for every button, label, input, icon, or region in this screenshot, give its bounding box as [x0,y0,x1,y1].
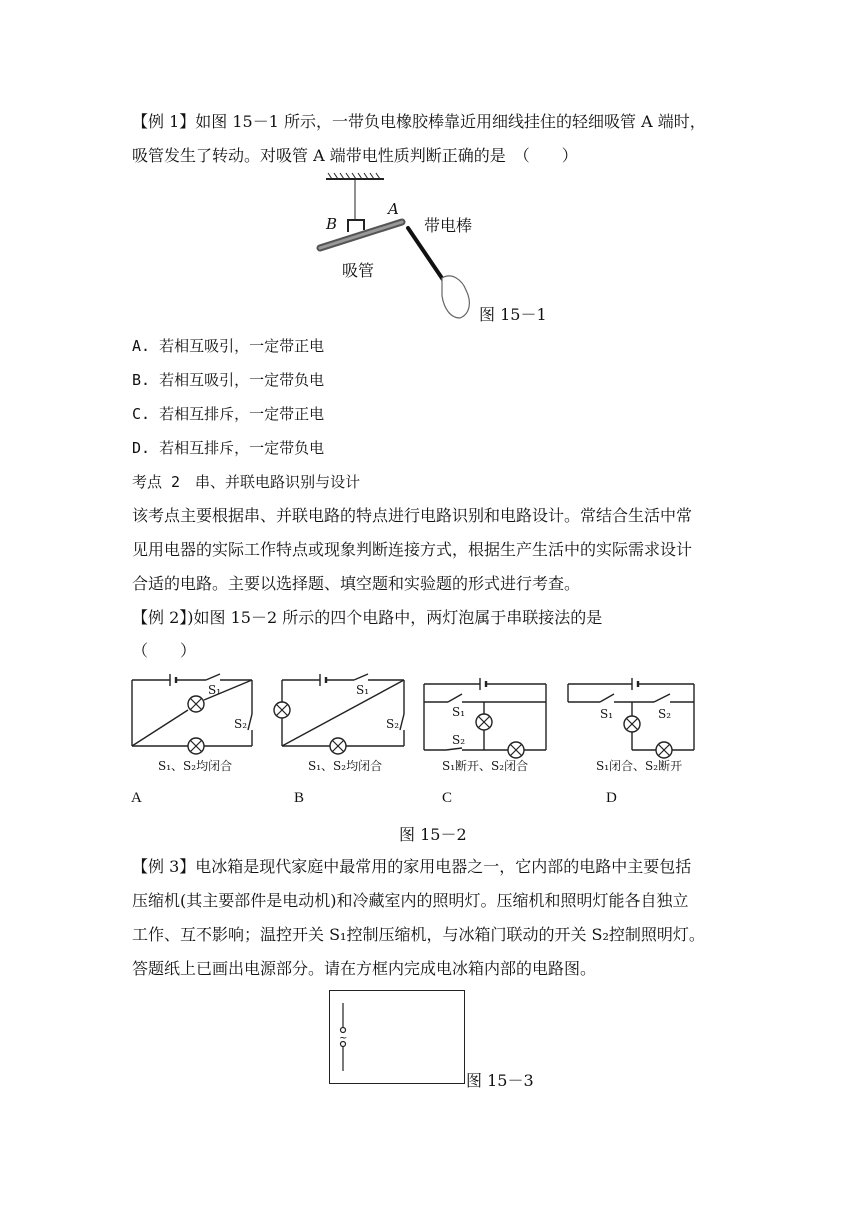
option-d: D. 若相互排斥，一定带负电 [132,439,325,457]
option-a: A. 若相互吸引，一定带正电 [132,337,325,355]
circuit-c-s2: S₂ [452,733,466,747]
ex3-line3: 工作、互不影响；温控开关 S₁控制压缩机，与冰箱门联动的开关 S₂控制照明灯。 [132,925,705,944]
circuit-d-s1: S₁ [600,707,614,721]
circuit-d [568,678,694,750]
ex2-line2: （ ） [132,641,197,660]
circuit-d-note: S₁闭合、S₂断开 [596,759,683,773]
circuit-c-note: S₁断开、S₂闭合 [442,759,529,773]
circuit-a-s2: S₂ [234,717,248,731]
section-para-2: 见用电器的实际工作特点或现象判断连接方式，根据生产生活中的实际需求设计 [132,540,693,559]
ex2-line1: 【例 2】)如图 15－2 所示的四个电路中，两灯泡属于串联接法的是 [132,608,603,627]
circuit-b-s1: S₁ [356,683,370,697]
ex3-line4: 答题纸上已画出电源部分。请在方框内完成电冰箱内部的电路图。 [132,959,597,978]
ac-symbol: ~ [339,1033,348,1044]
figure-15-1-caption: 图 15－1 [479,305,547,324]
section-title: 考点 2 串、并联电路识别与设计 [132,473,361,491]
circuit-a-note: S₁、S₂均闭合 [158,759,233,773]
circuit-letter-a: A [131,790,142,806]
circuit-letter-d: D [606,790,617,806]
circuit-letter-b: B [294,790,305,806]
four-circuits [124,666,724,778]
circuit-b [282,674,404,746]
figure-15-2-caption: 图 15－2 [399,825,467,844]
figure-15-1 [310,170,540,320]
figure-15-3-caption: 图 15－3 [466,1071,534,1090]
option-b: B. 若相互吸引，一定带负电 [132,371,325,389]
straw-rod-illustration [310,170,540,320]
label-straw: 吸管 [342,261,375,280]
label-b: B [326,215,338,233]
label-rod: 带电棒 [424,216,473,235]
circuit-c-s1: S₁ [452,705,466,719]
power-source-symbol [330,991,464,1083]
ex3-line1: 【例 3】电冰箱是现代家庭中最常用的家用电器之一，它内部的电路中主要包括 [132,857,692,876]
circuit-letter-c: C [442,790,453,806]
circuit-a-s1: S₁ [208,683,222,697]
section-para-1: 该考点主要根据串、并联电路的特点进行电路识别和电路设计。常结合生活中常 [132,506,693,525]
circuit-b-s2: S₂ [386,717,400,731]
figure-15-2 [124,666,724,778]
ex3-line2: 压缩机(其主要部件是电动机)和冷藏室内的照明灯。压缩机和照明灯能各自独立 [132,891,689,910]
option-c: C. 若相互排斥，一定带正电 [132,405,325,423]
ex1-line2: 吸管发生了转动。对吸管 A 端带电性质判断正确的是 （ ） [132,146,578,165]
section-para-3: 合适的电路。主要以选择题、填空题和实验题的形式进行考查。 [132,574,581,593]
answer-box[interactable] [329,990,465,1084]
label-a: A [388,200,399,218]
circuit-d-s2: S₂ [658,707,672,721]
ex1-line1: 【例 1】如图 15－1 所示，一带负电橡胶棒靠近用细线挂住的轻细吸管 A 端时， [132,112,706,131]
circuit-b-note: S₁、S₂均闭合 [308,759,383,773]
